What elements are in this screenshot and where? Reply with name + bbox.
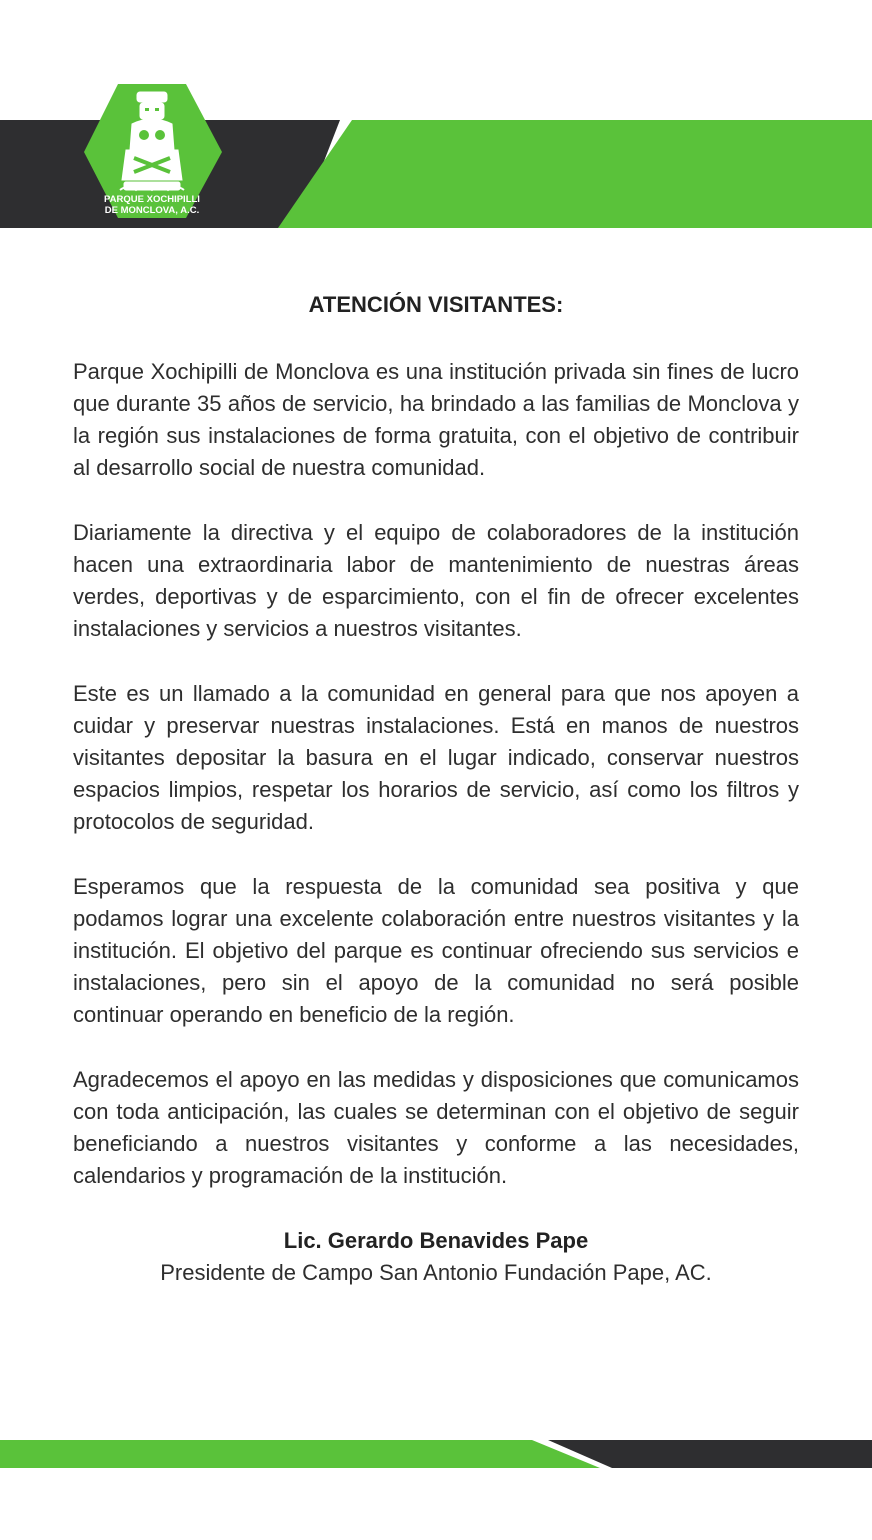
green-band [278, 120, 872, 228]
footer-green-band [0, 1440, 600, 1468]
paragraph-1: Parque Xochipilli de Monclova es una institución privada sin fines de lucro que durante 35 años de servicio, ha brindado a las familias de Monclova y la región sus instalaciones de forma gratuita, con el objetivo de contribuir al desarrollo social de nuestra comunidad. [73, 359, 799, 480]
notice-body [73, 292, 799, 1289]
paragraph-4: Esperamos que la respuesta de la comunidad sea positiva y que podamos lograr una excelente colaboración entre nuestros visitantes y la institución. El objetivo del parque es continuar ofreciendo sus servicios e instalaciones, pero sin el apoyo de la comunidad no será posible continuar operando en beneficio de la región. [73, 874, 799, 1027]
footer-banner [0, 1438, 872, 1474]
paragraph-3: Este es un llamado a la comunidad en general para que nos apoyen a cuidar y preservar nuestras instalaciones. Está en manos de nuestros visitantes depositar la basura en el lugar indicado, conservar nuestros espacios limpios, respetar los horarios de servicio, así como los filtros y protocolos de seguridad. [73, 681, 799, 834]
logo-caption-line1: PARQUE XOCHIPILLI [104, 194, 200, 205]
logo-caption-line2: DE MONCLOVA, A.C. [104, 205, 200, 216]
signature-block [73, 1225, 799, 1289]
footer-bands [0, 1438, 872, 1474]
notice-heading: ATENCIÓN VISITANTES: [308, 292, 564, 317]
paragraph-5: Agradecemos el apoyo en las medidas y disposiciones que comunicamos con toda anticipación, las cuales se determinan con el objetivo de seguir beneficiando a nuestros visitantes y conforme a las necesidades, calendarios y programación de la institución. [73, 1067, 799, 1188]
logo-caption [86, 194, 218, 216]
footer-dark-band [548, 1440, 872, 1468]
signature-name: Lic. Gerardo Benavides Pape [283, 1228, 589, 1253]
header-banner [0, 0, 872, 240]
signature-title: Presidente de Campo San Antonio Fundación Pape, AC. [160, 1260, 712, 1285]
paragraph-2: Diariamente la directiva y el equipo de colaboradores de la institución hacen una extraordinaria labor de mantenimiento de nuestras áreas verdes, deportivas y de esparcimiento, con el fin de ofrecer excelentes instalaciones y servicios a nuestros visitantes. [73, 520, 799, 641]
